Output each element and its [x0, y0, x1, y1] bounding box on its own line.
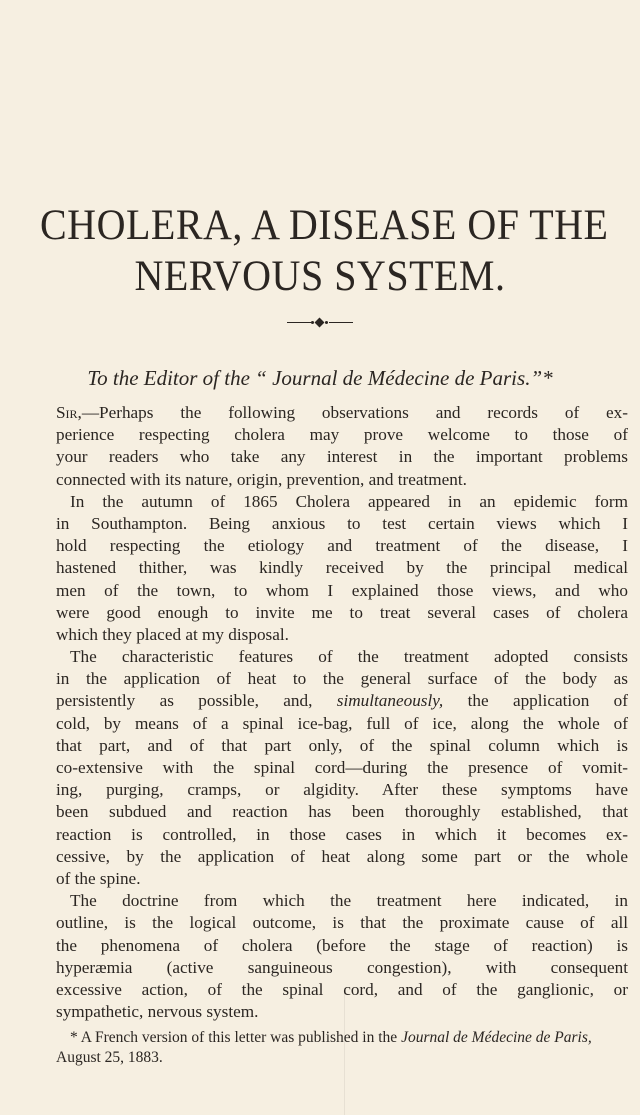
footnote-journal-title: Journal de Médecine de Paris,: [401, 1029, 592, 1046]
paragraph-2-line: in Southampton. Being anxious to test certain views which I: [56, 513, 628, 533]
paragraph-3-line: in the application of heat to the general surface of the body as: [56, 669, 628, 689]
title-line-2: NERVOUS SYSTEM.: [134, 251, 506, 300]
paragraph-3-line: co-extensive with the spinal cord—during the presence of vomit-: [56, 758, 628, 777]
paragraph-2-line: were good enough to invite me to treat several cases of cholera: [56, 602, 628, 622]
letter-body: [56, 402, 628, 1023]
gutter-line: [344, 990, 345, 1115]
paragraph-3-line: that part, and of that part only, of the spinal column which is: [56, 735, 628, 755]
paragraph-3-line: reaction is controlled, in those cases in which it becomes ex-: [56, 824, 628, 844]
paragraph-2-line: which they placed at my disposal.: [56, 624, 289, 644]
paragraph-4-line: outline, is the logical outcome, is that the proximate cause of all: [56, 913, 628, 933]
paragraph-3-line: been subdued and reaction has been thoroughly established, that: [56, 802, 628, 822]
paragraph-3-line: of the spine.: [56, 868, 141, 888]
ornament-divider: [287, 318, 353, 328]
paragraph-2-line: hold respecting the etiology and treatment of the disease, I: [56, 536, 628, 556]
paragraph-3-line: cold, by means of a spinal ice-bag, full of ice, along the whole of: [56, 713, 628, 733]
paragraph-3-line: The characteristic features of the treatment adopted consists: [70, 647, 628, 667]
paragraph-4-line: the phenomena of cholera (before the stage of reaction) is: [56, 935, 628, 955]
title-line-1: CHOLERA, A DISEASE OF THE: [40, 200, 609, 249]
paragraph-1-line: your readers who take any interest in the important problems: [56, 447, 628, 467]
paragraph-4-line: sympathetic, nervous system.: [56, 1002, 259, 1022]
paragraph-3-line: ing, purging, cramps, or algidity. After these symptoms have: [56, 780, 628, 800]
paragraph-1-line: perience respecting cholera may prove welcome to those of: [56, 425, 628, 445]
letter-heading: To the Editor of the “ Journal de Médecine de Paris.”*: [87, 366, 553, 390]
paragraph-4-line: The doctrine from which the treatment here indicated, in: [70, 891, 628, 911]
paragraph-2-line: hastened thither, was kindly received by the principal medical: [56, 558, 628, 578]
paragraph-4-line: hyperæmia (active sanguineous congestion), with consequent: [56, 957, 628, 977]
paragraph-2-line: men of the town, to whom I explained those views, and who: [56, 580, 628, 600]
paragraph-2-line: In the autumn of 1865 Cholera appeared in an epidemic form: [70, 491, 628, 511]
paragraph-1-line: connected with its nature, origin, prevention, and treatment.: [56, 469, 467, 489]
paragraph-3-line: cessive, by the application of heat along some part or the whole: [56, 846, 628, 866]
salutation: Sir,: [56, 403, 82, 422]
paragraph-1-line: Sir,—Perhaps the following observations and records of ex-: [56, 403, 628, 422]
paragraph-4-line: excessive action, of the spinal cord, and of the ganglionic, or: [56, 979, 628, 999]
footnote: * A French version of this letter was published in the Journal de Médecine de Paris, August 25, 1883.: [56, 1029, 592, 1066]
paragraph-3-line: persistently as possible, and, simultaneously, the application of: [56, 691, 628, 711]
emphasis-simultaneously: simultaneously,: [336, 691, 444, 711]
